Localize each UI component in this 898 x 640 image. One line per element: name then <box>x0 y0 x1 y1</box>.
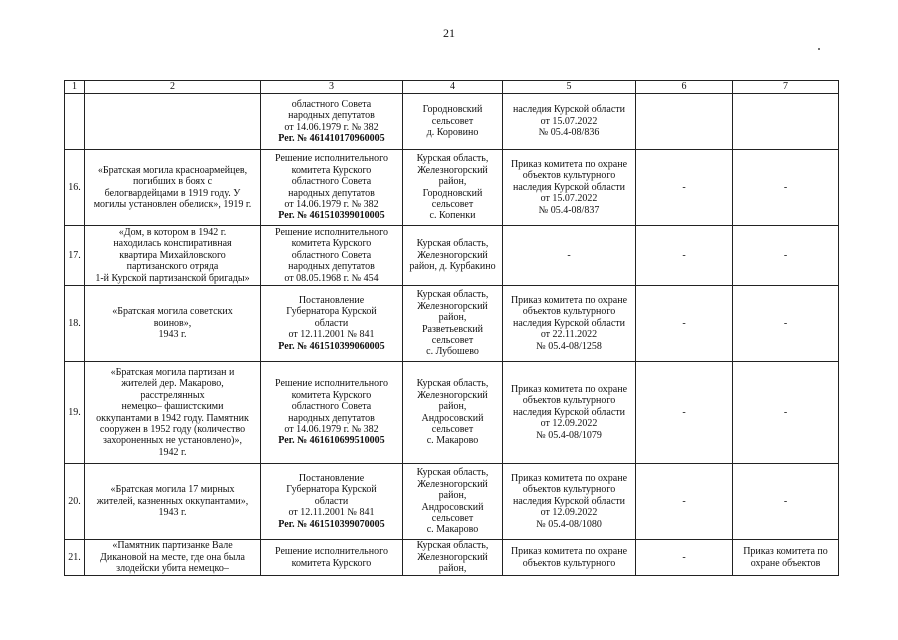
protection-order-line: объектов культурного <box>522 484 616 496</box>
location-line: Железногорский <box>417 478 488 490</box>
table-row <box>65 150 839 226</box>
column-header: 4 <box>403 81 503 94</box>
object-name-line: «Дом, в котором в 1942 г. <box>118 226 227 238</box>
object-name-line: 1-й Курской партизанской бригады» <box>95 272 250 284</box>
object-name-line: погибших в боях с <box>132 176 213 188</box>
legal-document-line: от 14.06.1979 г. № 382 <box>284 423 379 435</box>
location-line: район, <box>438 490 467 502</box>
legal-document-line: комитета Курского <box>291 238 372 250</box>
object-name <box>85 540 261 576</box>
object-name-line: захороненных не установлено)», <box>103 435 242 447</box>
protection-order-line: Приказ комитета по охране <box>510 383 628 395</box>
protection-order-line: от 12.09.2022 <box>540 418 598 430</box>
location-line: сельсовет <box>431 198 474 210</box>
table-row <box>65 540 839 576</box>
row-number <box>65 540 85 576</box>
legal-document-line: народных депутатов <box>288 110 375 122</box>
legal-document <box>261 94 403 150</box>
protection-order <box>503 226 636 286</box>
legal-document-line: области <box>314 495 349 507</box>
registration-number: Рег. № 461510399070005 <box>278 518 385 530</box>
column-6-value <box>636 362 733 464</box>
row-number-line: 19. <box>68 406 81 418</box>
location <box>403 286 503 362</box>
object-name-line: «Братская могила партизан и <box>110 366 235 378</box>
legal-document-line: комитета Курского <box>291 389 372 401</box>
table-row <box>65 286 839 362</box>
legal-document-line: от 12.11.2001 № 841 <box>288 329 375 341</box>
location-line: Андросовский <box>421 412 484 424</box>
row-number <box>65 94 85 150</box>
legal-document-line: народных депутатов <box>288 261 375 273</box>
column-7-value-line: Приказ комитета по <box>743 546 828 558</box>
legal-document-line: области <box>314 317 349 329</box>
legal-document <box>261 464 403 540</box>
location-line: сельсовет <box>431 512 474 524</box>
location-line: Курская область, <box>416 238 489 250</box>
protection-order-line: наследия Курской области <box>512 406 626 418</box>
legal-document-line: Губернатора Курской <box>286 306 377 318</box>
location-line: Курская область, <box>416 467 489 479</box>
object-name-line: квартира Михайловского <box>119 249 226 261</box>
object-name-line: находилась конспиративная <box>113 238 232 250</box>
location-line: район, <box>438 563 467 575</box>
legal-document-line: Решение исполнительного <box>275 378 388 390</box>
column-7-value-line: - <box>783 181 788 193</box>
protection-order-line: объектов культурного <box>522 395 616 407</box>
column-7-value-line: - <box>783 317 788 329</box>
location-line: с. Лубошево <box>426 346 479 358</box>
row-number-line: 20. <box>68 495 81 507</box>
header-row <box>65 81 839 94</box>
column-6-value-line: - <box>682 495 686 507</box>
location-line: д. Коровино <box>426 127 479 139</box>
location-line: Курская область, <box>416 289 489 301</box>
location-line: Железногорский <box>417 551 488 563</box>
protection-order-line: от 15.07.2022 <box>540 193 598 205</box>
object-name-line: жителей дер. Макарово, <box>121 378 224 390</box>
object-name-line: 1943 г. <box>158 329 187 341</box>
registration-number: Рег. № 461610699510005 <box>278 435 385 447</box>
object-name-line: могилы установлен обелиск», 1919 г. <box>93 198 252 210</box>
object-name-line: белогвардейцами в 1919 году. У <box>104 187 241 199</box>
row-number-line: 18. <box>68 317 81 329</box>
location-line: с. Макарово <box>426 435 479 447</box>
protection-order-line: Приказ комитета по охране <box>510 294 628 306</box>
legal-document-line: комитета Курского <box>291 557 372 569</box>
location <box>403 362 503 464</box>
object-name <box>85 362 261 464</box>
location-line: Андросовский <box>421 501 484 513</box>
object-name-line: 1943 г. <box>158 507 187 519</box>
column-6-value-line: - <box>682 406 686 418</box>
location-line: район, <box>438 176 467 188</box>
heritage-register-table <box>64 80 839 576</box>
registration-number: Рег. № 461510399010005 <box>278 210 385 222</box>
legal-document <box>261 150 403 226</box>
object-name <box>85 150 261 226</box>
object-name <box>85 94 261 150</box>
table-row <box>65 94 839 150</box>
location-line: сельсовет <box>431 115 474 127</box>
location-line: район, д. Курбакино <box>409 261 496 273</box>
location-line: Железногорский <box>417 300 488 312</box>
column-header: 3 <box>261 81 403 94</box>
location <box>403 94 503 150</box>
legal-document-line: Постановление <box>298 472 365 484</box>
column-7-value-line: - <box>783 249 788 261</box>
protection-order-line: объектов культурного <box>522 170 616 182</box>
protection-order-line: объектов культурного <box>522 306 616 318</box>
location <box>403 150 503 226</box>
column-6-value <box>636 286 733 362</box>
location-line: район, <box>438 401 467 413</box>
table-row <box>65 226 839 286</box>
column-7-value <box>733 150 839 226</box>
legal-document-line: Решение исполнительного <box>275 546 388 558</box>
row-number <box>65 464 85 540</box>
protection-order-line: от 15.07.2022 <box>540 115 598 127</box>
location-line: Железногорский <box>417 249 488 261</box>
protection-order <box>503 464 636 540</box>
page-number: 21 <box>443 26 455 40</box>
legal-document <box>261 540 403 576</box>
scan-speck <box>818 48 820 50</box>
column-header: 5 <box>503 81 636 94</box>
location <box>403 540 503 576</box>
protection-order <box>503 94 636 150</box>
table-row <box>65 464 839 540</box>
protection-order-line: от 22.11.2022 <box>540 329 598 341</box>
column-7-value <box>733 540 839 576</box>
legal-document-line: народных депутатов <box>288 187 375 199</box>
column-6-value <box>636 150 733 226</box>
protection-order-line: наследия Курской области <box>512 317 626 329</box>
column-header: 2 <box>85 81 261 94</box>
column-6-value <box>636 540 733 576</box>
object-name-line: партизанского отряда <box>126 261 219 273</box>
protection-order-line: наследия Курской области <box>512 495 626 507</box>
object-name-line: «Братская могила 17 мирных <box>110 484 235 496</box>
protection-order-line: Приказ комитета по охране <box>510 158 628 170</box>
legal-document-line: Решение исполнительного <box>275 226 388 238</box>
protection-order <box>503 540 636 576</box>
row-number-line: 21. <box>68 551 81 563</box>
object-name <box>85 464 261 540</box>
protection-order-line: № 05.4-08/1080 <box>536 518 602 530</box>
protection-order-line: - <box>567 249 571 261</box>
legal-document-line: от 14.06.1979 г. № 382 <box>284 198 379 210</box>
protection-order-line: № 05.4-08/836 <box>538 127 600 139</box>
column-7-value <box>733 226 839 286</box>
legal-document-line: от 12.11.2001 № 841 <box>288 507 375 519</box>
object-name-line: 1942 г. <box>158 446 187 458</box>
object-name-line: Дикановой на месте, где она была <box>100 551 245 563</box>
column-6-value-line: - <box>682 181 686 193</box>
location-line: Курская область, <box>416 540 489 552</box>
table-row <box>65 362 839 464</box>
column-header: 1 <box>65 81 85 94</box>
legal-document-line: комитета Курского <box>291 164 372 176</box>
protection-order-line: № 05.4-08/837 <box>538 204 600 216</box>
row-number-line: 17. <box>68 249 81 261</box>
object-name-line: «Памятник партизанке Вале <box>112 540 233 552</box>
legal-document-line: областного Совета <box>291 98 372 110</box>
location-line: с. Макарово <box>426 524 479 536</box>
legal-document-line: областного Совета <box>291 249 372 261</box>
object-name-line: жителей, казненных оккупантами», <box>96 495 249 507</box>
legal-document <box>261 286 403 362</box>
legal-document-line: Решение исполнительного <box>275 153 388 165</box>
row-number <box>65 286 85 362</box>
row-number <box>65 226 85 286</box>
legal-document-line: от 08.05.1968 г. № 454 <box>284 272 379 284</box>
location <box>403 464 503 540</box>
protection-order-line: № 05.4-08/1258 <box>536 340 602 352</box>
column-6-value <box>636 94 733 150</box>
column-6-value-line: - <box>682 551 686 563</box>
location-line: сельсовет <box>431 423 474 435</box>
legal-document-line: Губернатора Курской <box>286 484 377 496</box>
object-name <box>85 286 261 362</box>
row-number <box>65 362 85 464</box>
protection-order-line: № 05.4-08/1079 <box>536 429 602 441</box>
legal-document-line: народных депутатов <box>288 412 375 424</box>
column-6-value-line: - <box>682 317 686 329</box>
location-line: Разветьевский <box>421 323 484 335</box>
legal-document-line: от 14.06.1979 г. № 382 <box>284 121 379 133</box>
row-number-line: 16. <box>68 181 81 193</box>
object-name-line: немецко– фашистскими <box>121 401 224 413</box>
object-name-line: расстрелянных <box>140 389 205 401</box>
legal-document-line: областного Совета <box>291 401 372 413</box>
protection-order <box>503 362 636 464</box>
location-line: сельсовет <box>431 334 474 346</box>
location-line: Железногорский <box>417 389 488 401</box>
column-7-value <box>733 94 839 150</box>
location-line: Курская область, <box>416 378 489 390</box>
object-name-line: «Братская могила красноармейцев, <box>97 164 248 176</box>
legal-document <box>261 226 403 286</box>
column-7-value <box>733 286 839 362</box>
column-header: 6 <box>636 81 733 94</box>
row-number <box>65 150 85 226</box>
column-6-value-line: - <box>682 249 686 261</box>
legal-document-line: Постановление <box>298 294 365 306</box>
location-line: Курская область, <box>416 153 489 165</box>
protection-order <box>503 150 636 226</box>
column-7-value <box>733 362 839 464</box>
object-name <box>85 226 261 286</box>
protection-order-line: наследия Курской области <box>512 181 626 193</box>
location-line: район, <box>438 312 467 324</box>
registration-number: Рег. № 461410170960005 <box>278 132 385 144</box>
column-6-value <box>636 464 733 540</box>
location-line: с. Копенки <box>429 210 476 222</box>
legal-document <box>261 362 403 464</box>
protection-order-line: Приказ комитета по охране <box>510 546 628 558</box>
object-name-line: злодейски убита немецко– <box>116 563 229 575</box>
location-line: Городновский <box>422 187 483 199</box>
registration-number: Рег. № 461510399060005 <box>278 340 385 352</box>
location-line: Железногорский <box>417 164 488 176</box>
column-7-value-line: - <box>783 406 788 418</box>
protection-order-line: от 12.09.2022 <box>540 507 598 519</box>
object-name-line: сооружен в 1952 году (количество <box>99 423 246 435</box>
legal-document-line: областного Совета <box>291 176 372 188</box>
protection-order-line: Приказ комитета по охране <box>510 472 628 484</box>
column-6-value <box>636 226 733 286</box>
object-name-line: воинов», <box>153 317 192 329</box>
protection-order-line: объектов культурного <box>522 557 616 569</box>
protection-order <box>503 286 636 362</box>
column-header: 7 <box>733 81 839 94</box>
object-name-line: оккупантами в 1942 году. Памятник <box>96 412 249 424</box>
location-line: Городновский <box>422 104 483 116</box>
column-7-value-line: охране объектов <box>750 557 821 569</box>
column-7-value <box>733 464 839 540</box>
column-7-value-line: - <box>783 495 788 507</box>
location <box>403 226 503 286</box>
protection-order-line: наследия Курской области <box>512 104 626 116</box>
object-name-line: «Братская могила советских <box>112 306 233 318</box>
